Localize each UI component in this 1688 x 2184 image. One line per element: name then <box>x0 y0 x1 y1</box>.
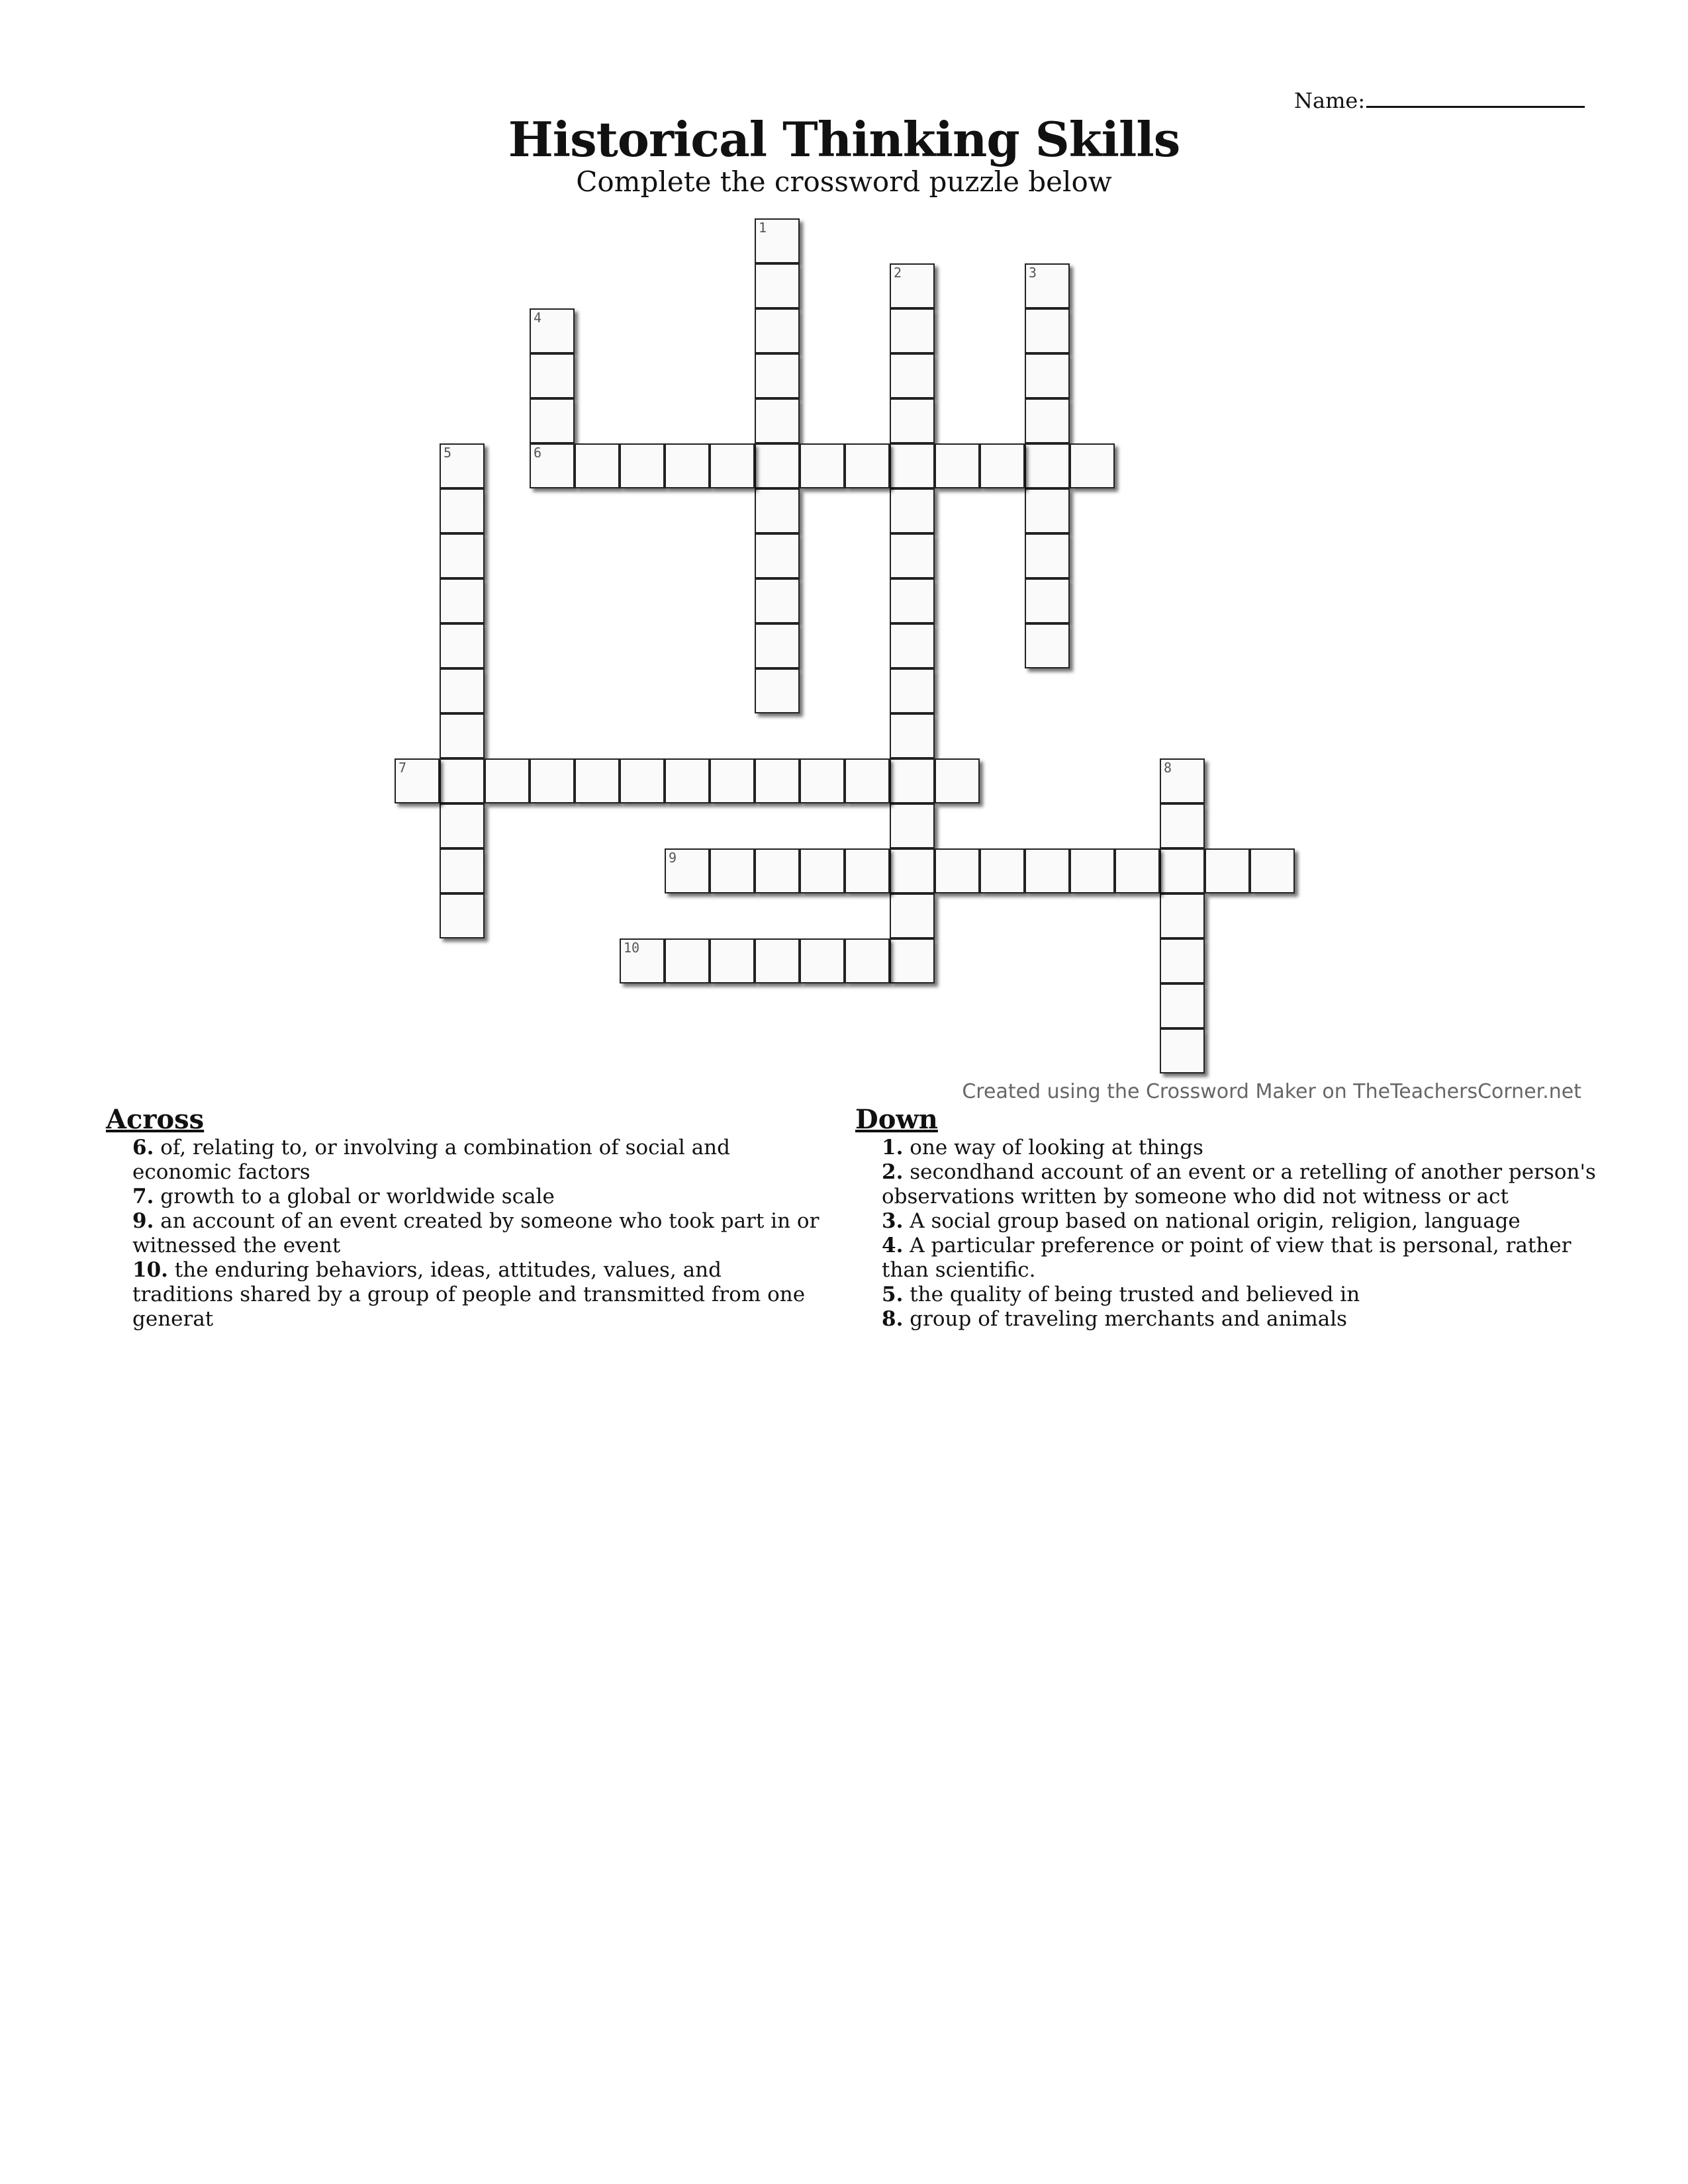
clue-number: 6. <box>132 1136 154 1160</box>
crossword-cell[interactable] <box>845 443 890 488</box>
crossword-cell[interactable] <box>440 893 485 938</box>
clue-text: A particular preference or point of view that is personal, rather than scientific. <box>882 1234 1571 1282</box>
crossword-cell[interactable] <box>800 848 845 893</box>
crossword-cell[interactable] <box>440 578 485 623</box>
crossword-cell[interactable] <box>530 398 575 443</box>
clue-number: 3. <box>882 1209 904 1233</box>
crossword-cell[interactable] <box>440 758 485 803</box>
across-clue-list <box>106 1136 821 1332</box>
crossword-cell[interactable] <box>890 938 935 983</box>
clue-item <box>882 1307 1597 1332</box>
crossword-cell[interactable] <box>1025 623 1070 668</box>
crossword-cell[interactable] <box>800 938 845 983</box>
crossword-cell[interactable] <box>710 938 755 983</box>
crossword-cell[interactable] <box>710 848 755 893</box>
clue-item <box>882 1209 1597 1234</box>
crossword-cell[interactable] <box>1160 848 1205 893</box>
crossword-cell[interactable] <box>890 353 935 398</box>
crossword-cell[interactable] <box>755 218 800 263</box>
crossword-cell[interactable] <box>710 443 755 488</box>
crossword-cell[interactable] <box>665 938 710 983</box>
clue-number-label: 1 <box>759 220 767 236</box>
crossword-cell[interactable] <box>890 308 935 353</box>
crossword-cell[interactable] <box>890 443 935 488</box>
crossword-cell[interactable] <box>1025 443 1070 488</box>
crossword-cell[interactable] <box>1025 488 1070 533</box>
crossword-cell[interactable] <box>1250 848 1295 893</box>
crossword-cell[interactable] <box>485 758 530 803</box>
crossword-cell[interactable] <box>935 758 980 803</box>
down-clue-list <box>855 1136 1597 1332</box>
clue-item <box>882 1234 1597 1283</box>
crossword-cell[interactable] <box>620 443 665 488</box>
clue-text: growth to a global or worldwide scale <box>154 1185 555 1208</box>
clue-number-label: 5 <box>444 445 452 461</box>
clue-item <box>132 1209 821 1258</box>
crossword-cell[interactable] <box>530 443 575 488</box>
crossword-cell[interactable] <box>530 353 575 398</box>
crossword-cell[interactable] <box>620 938 665 983</box>
crossword-cell[interactable] <box>440 668 485 713</box>
crossword-cell[interactable] <box>1025 578 1070 623</box>
clue-text: the enduring behaviors, ideas, attitudes, values, and traditions shared by a group of people and transmitted from one generat <box>132 1258 806 1331</box>
clue-number-label: 7 <box>399 760 407 776</box>
crossword-cell[interactable] <box>755 308 800 353</box>
crossword-cell[interactable] <box>935 443 980 488</box>
crossword-cell[interactable] <box>845 758 890 803</box>
crossword-cell[interactable] <box>890 848 935 893</box>
clue-text: one way of looking at things <box>903 1136 1203 1160</box>
crossword-cell[interactable] <box>665 848 710 893</box>
crossword-cell[interactable] <box>665 758 710 803</box>
credit-text: Created using the Crossword Maker on TheTeachersCorner.net <box>962 1080 1581 1103</box>
clue-item <box>882 1160 1597 1209</box>
across-heading: Across <box>106 1104 205 1135</box>
clue-number-label: 4 <box>534 310 542 326</box>
crossword-cell[interactable] <box>845 938 890 983</box>
crossword-cell[interactable] <box>710 758 755 803</box>
crossword-cell[interactable] <box>665 443 710 488</box>
down-heading: Down <box>855 1104 938 1135</box>
clue-number-label: 8 <box>1164 760 1172 776</box>
crossword-cell[interactable] <box>980 848 1025 893</box>
crossword-cell[interactable] <box>1025 308 1070 353</box>
clue-number-label: 3 <box>1029 265 1037 281</box>
crossword-cell[interactable] <box>1205 848 1250 893</box>
crossword-cell[interactable] <box>755 263 800 308</box>
crossword-cell[interactable] <box>755 668 800 713</box>
clue-text: the quality of being trusted and believed in <box>903 1283 1360 1306</box>
crossword-cell[interactable] <box>935 848 980 893</box>
crossword-cell[interactable] <box>440 533 485 578</box>
crossword-cell[interactable] <box>755 623 800 668</box>
crossword-cell[interactable] <box>620 758 665 803</box>
crossword-cell[interactable] <box>1025 353 1070 398</box>
clue-text: of, relating to, or involving a combination of social and economic factors <box>132 1136 730 1184</box>
clue-number-label: 9 <box>669 850 677 866</box>
crossword-cell[interactable] <box>890 488 935 533</box>
crossword-cell[interactable] <box>1115 848 1160 893</box>
crossword-cell[interactable] <box>890 803 935 848</box>
crossword-cell[interactable] <box>1160 1028 1205 1073</box>
crossword-cell[interactable] <box>980 443 1025 488</box>
clue-number: 9. <box>132 1209 154 1233</box>
crossword-cell[interactable] <box>530 758 575 803</box>
crossword-cell[interactable] <box>1160 938 1205 983</box>
crossword-cell[interactable] <box>440 713 485 758</box>
crossword-cell[interactable] <box>890 893 935 938</box>
page-title: Historical Thinking Skills <box>508 111 1180 167</box>
clue-item <box>132 1136 821 1185</box>
clue-number: 4. <box>882 1234 904 1257</box>
crossword-cell[interactable] <box>755 533 800 578</box>
clue-item <box>882 1136 1597 1160</box>
crossword-cell[interactable] <box>575 758 620 803</box>
crossword-cell[interactable] <box>890 533 935 578</box>
clue-number: 5. <box>882 1283 904 1306</box>
name-label: Name: <box>1294 88 1366 113</box>
crossword-cell[interactable] <box>440 488 485 533</box>
crossword-cell[interactable] <box>1160 893 1205 938</box>
crossword-cell[interactable] <box>395 758 440 803</box>
clue-number-label: 6 <box>534 445 542 461</box>
clue-text: secondhand account of an event or a retelling of another person's observations written by someone who did not witness or act <box>882 1160 1596 1208</box>
crossword-cell[interactable] <box>800 758 845 803</box>
clue-item <box>132 1258 821 1332</box>
down-clues <box>855 1105 1597 1332</box>
clue-number-label: 2 <box>894 265 902 281</box>
crossword-cell[interactable] <box>755 578 800 623</box>
clue-text: an account of an event created by someone who took part in or witnessed the event <box>132 1209 820 1257</box>
crossword-cell[interactable] <box>890 578 935 623</box>
crossword-cell[interactable] <box>440 803 485 848</box>
crossword-cell[interactable] <box>1160 758 1205 803</box>
crossword-cell[interactable] <box>1160 803 1205 848</box>
crossword-cell[interactable] <box>440 623 485 668</box>
across-clues <box>106 1105 821 1332</box>
clue-number: 8. <box>882 1307 904 1331</box>
clue-text: A social group based on national origin, religion, language <box>903 1209 1521 1233</box>
crossword-cell[interactable] <box>440 848 485 893</box>
clue-number-label: 10 <box>624 940 640 956</box>
crossword-cell[interactable] <box>1070 848 1115 893</box>
crossword-cell[interactable] <box>755 353 800 398</box>
crossword-cell[interactable] <box>755 938 800 983</box>
crossword-cell[interactable] <box>1070 443 1115 488</box>
crossword-cell[interactable] <box>755 443 800 488</box>
crossword-cell[interactable] <box>890 398 935 443</box>
crossword-cell[interactable] <box>845 848 890 893</box>
crossword-cell[interactable] <box>1025 848 1070 893</box>
crossword-cell[interactable] <box>890 263 935 308</box>
crossword-cell[interactable] <box>1025 533 1070 578</box>
crossword-cell[interactable] <box>890 623 935 668</box>
crossword-cell[interactable] <box>755 398 800 443</box>
clue-text: group of traveling merchants and animals <box>903 1307 1348 1331</box>
crossword-cell[interactable] <box>530 308 575 353</box>
crossword-cell[interactable] <box>1160 983 1205 1028</box>
crossword-cell[interactable] <box>755 488 800 533</box>
crossword-cell[interactable] <box>1025 263 1070 308</box>
clue-number: 7. <box>132 1185 154 1208</box>
clue-number: 1. <box>882 1136 904 1160</box>
crossword-cell[interactable] <box>890 758 935 803</box>
clue-number: 10. <box>132 1258 168 1282</box>
clue-item <box>882 1283 1597 1307</box>
clue-item <box>132 1185 821 1209</box>
crossword-cell[interactable] <box>755 848 800 893</box>
crossword-cell[interactable] <box>800 443 845 488</box>
crossword-cell[interactable] <box>575 443 620 488</box>
crossword-cell[interactable] <box>1025 398 1070 443</box>
crossword-cell[interactable] <box>755 758 800 803</box>
clue-number: 2. <box>882 1160 904 1184</box>
crossword-cell[interactable] <box>440 443 485 488</box>
crossword-cell[interactable] <box>890 713 935 758</box>
page-subtitle: Complete the crossword puzzle below <box>576 165 1112 198</box>
crossword-cell[interactable] <box>890 668 935 713</box>
